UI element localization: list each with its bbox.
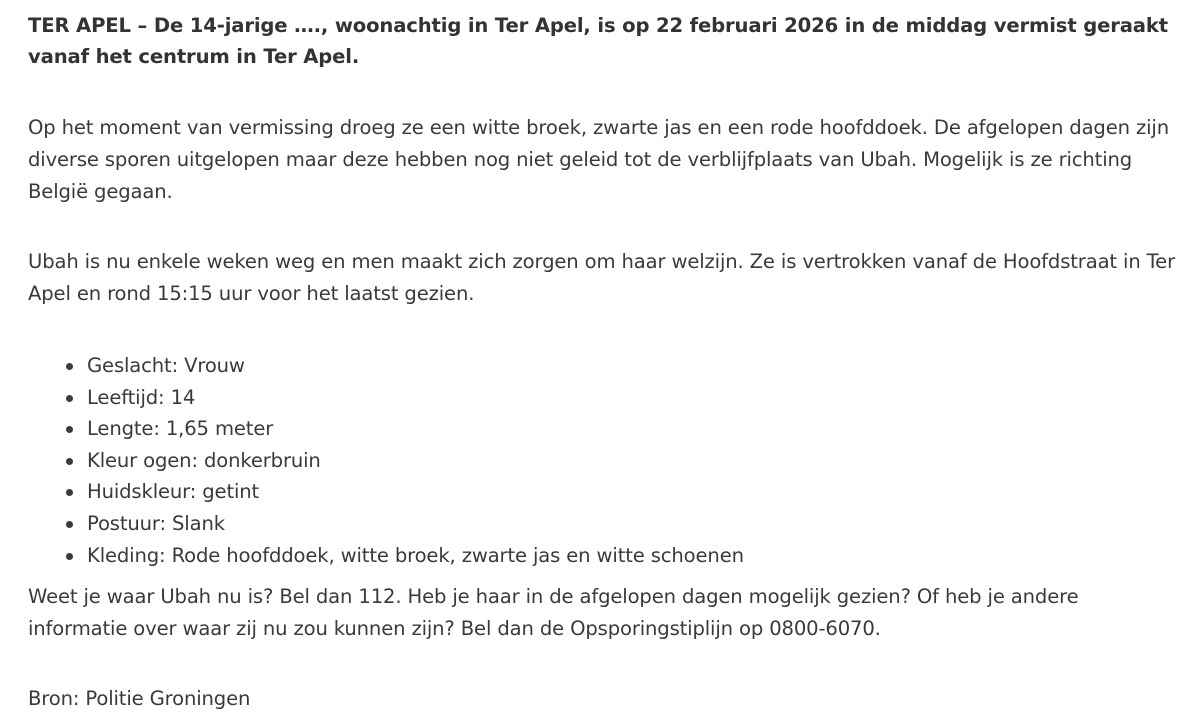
article-paragraph-clothing: Op het moment van vermissing droeg ze een witte broek, zwarte jas en een rode hoofddoek. De afgelopen dagen zijn diverse sporen uitgelopen maar deze hebben nog niet geleid tot de verblijfplaats van Ubah. Mogelijk is ze richting België gegaan. bbox=[28, 116, 1169, 203]
fact-age: Leeftijd: 14 bbox=[87, 385, 196, 409]
description-list bbox=[28, 350, 1179, 571]
list-item bbox=[64, 445, 1179, 477]
list-item bbox=[64, 476, 1179, 508]
fact-height: Lengte: 1,65 meter bbox=[87, 417, 274, 441]
list-item bbox=[64, 508, 1179, 540]
article-source: Bron: Politie Groningen bbox=[28, 687, 251, 711]
fact-gender: Geslacht: Vrouw bbox=[87, 354, 245, 377]
fact-eye-color: Kleur ogen: donkerbruin bbox=[87, 448, 321, 472]
list-item bbox=[64, 350, 1179, 382]
fact-clothing: Kleding: Rode hoofddoek, witte broek, zwarte jas en witte schoenen bbox=[87, 543, 744, 567]
fact-skin-color: Huidskleur: getint bbox=[87, 480, 260, 504]
list-item bbox=[64, 540, 1179, 572]
fact-build: Postuur: Slank bbox=[87, 511, 225, 535]
article-paragraph-last-seen: Ubah is nu enkele weken weg en men maakt zich zorgen om haar welzijn. Ze is vertrokken vanaf de Hoofdstraat in Ter Apel en rond 15:15 uur voor het laatst gezien. bbox=[28, 250, 1175, 305]
list-item bbox=[64, 413, 1179, 445]
list-item bbox=[64, 382, 1179, 414]
article-lead: TER APEL – De 14-jarige …., woonachtig in Ter Apel, is op 22 februari 2026 in de middag vermist geraakt vanaf het centrum in Ter Apel. bbox=[28, 14, 1168, 68]
article-call-to-action: Weet je waar Ubah nu is? Bel dan 112. Heb je haar in de afgelopen dagen mogelijk gezien? Of heb je andere informatie over waar zij nu zou kunnen zijn? Bel dan de Opsporingstiplijn op 0800-6070. bbox=[28, 585, 1079, 641]
